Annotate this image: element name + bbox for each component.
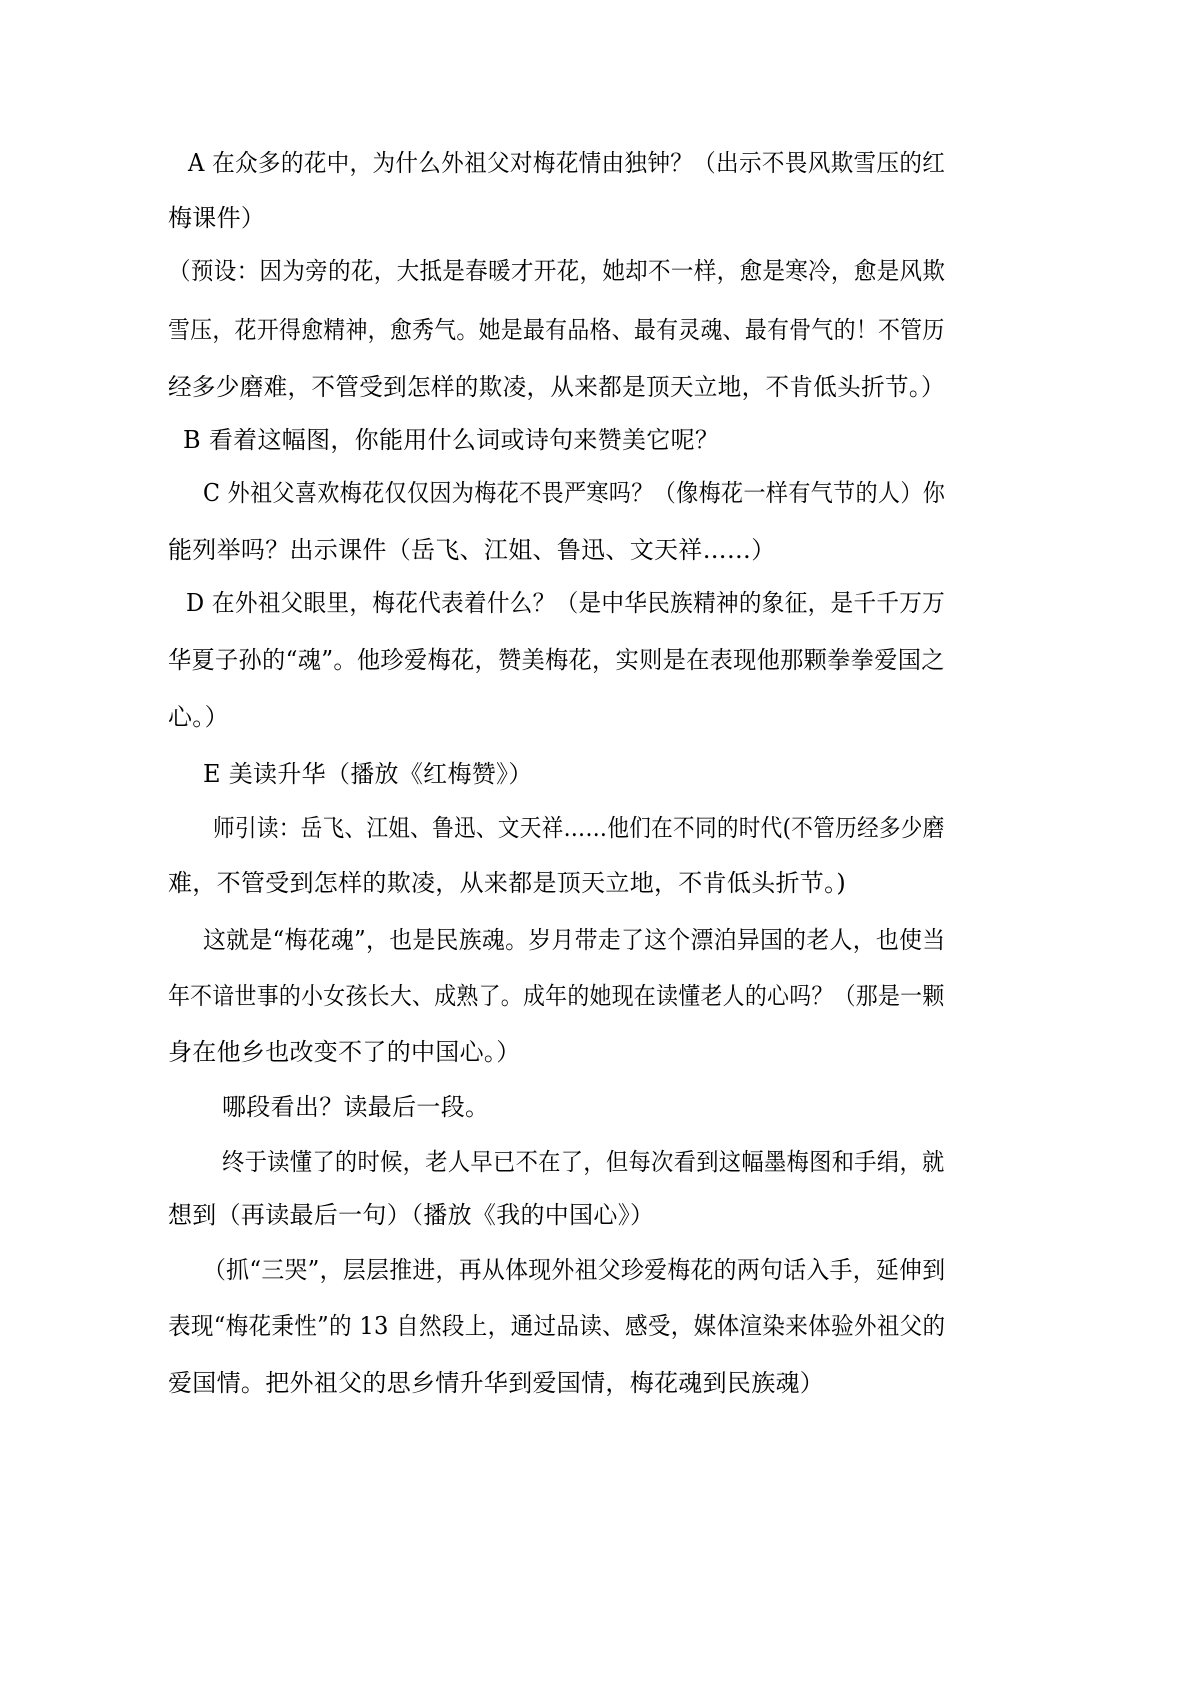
text-line: E 美读升华（播放《红梅赞》）: [203, 760, 533, 788]
text-line: 华夏子孙的“魂”。他珍爱梅花，赞美梅花，实则是在表现他那颗拳拳爱国之: [168, 646, 945, 674]
text-line: D 在外祖父眼里，梅花代表着什么？（是中华民族精神的象征，是千千万万: [186, 589, 946, 617]
text-line: 终于读懂了的时候，老人早已不在了，但每次看到这幅墨梅图和手绢，就: [222, 1148, 945, 1176]
text-line: （抓“三哭”，层层推进，再从体现外祖父珍爱梅花的两句话入手，延伸到: [203, 1256, 946, 1284]
text-line: 心。）: [168, 703, 229, 731]
text-line: 表现“梅花秉性”的 13 自然段上，通过品读、感受，媒体渲染来体验外祖父的: [168, 1312, 946, 1340]
text-line: 雪压，花开得愈精神，愈秀气。她是最有品格、最有灵魂、最有骨气的！不管历: [168, 316, 945, 344]
text-line: 想到（再读最后一句）（播放《我的中国心》）: [168, 1201, 655, 1229]
text-line: 梅课件）: [168, 204, 266, 232]
text-line: 哪段看出？读最后一段。: [222, 1093, 490, 1121]
text-line: 经多少磨难，不管受到怎样的欺凌，从来都是顶天立地，不肯低头折节。）: [168, 373, 945, 401]
text-line: 难，不管受到怎样的欺凌，从来都是顶天立地，不肯低头折节。): [168, 869, 847, 897]
text-line: 爱国情。把外祖父的思乡情升华到爱国情，梅花魂到民族魂）: [168, 1369, 825, 1397]
text-line: 这就是“梅花魂”，也是民族魂。岁月带走了这个漂泊异国的老人，也使当: [203, 926, 946, 954]
text-line: A 在众多的花中，为什么外祖父对梅花情由独钟？（出示不畏风欺雪压的红: [188, 149, 946, 177]
text-line: 年不谙世事的小女孩长大、成熟了。成年的她现在读懂老人的心吗？（那是一颗: [168, 982, 945, 1010]
text-line: （预设：因为旁的花，大抵是春暖才开花，她却不一样，愈是寒冷，愈是风欺: [168, 257, 946, 285]
text-line: 能列举吗？出示课件（岳飞、江姐、鲁迅、文天祥……）: [168, 536, 776, 564]
text-line: 身在他乡也改变不了的中国心。）: [168, 1038, 521, 1066]
text-line: B 看着这幅图，你能用什么词或诗句来赞美它呢？: [183, 426, 720, 454]
text-line: C 外祖父喜欢梅花仅仅因为梅花不畏严寒吗？（像梅花一样有气节的人）你: [203, 479, 946, 507]
text-line: 师引读：岳飞、江姐、鲁迅、文天祥……他们在不同的时代(不管历经多少磨: [213, 814, 945, 842]
